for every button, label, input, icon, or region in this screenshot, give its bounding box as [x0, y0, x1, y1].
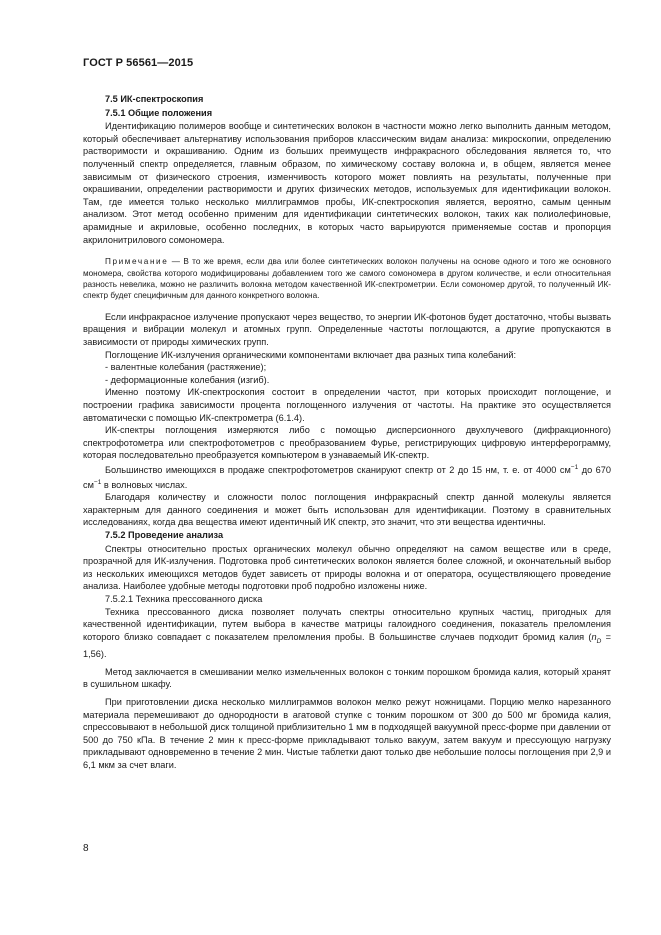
page-content	[83, 93, 611, 771]
text-run: в волновых числах.	[101, 479, 188, 490]
text-run-italic: n	[591, 631, 597, 642]
subsection-heading-general: 7.5.1 Общие положения	[105, 107, 213, 118]
subscript: D	[596, 637, 602, 645]
text-run: до 670 см	[83, 464, 611, 490]
paragraph: Идентификацию полимеров вообще и синтетических волокон в частности можно легко выполнить данным методом, который обеспечивает альтернативу использования приборов классическим видам анализа: микроскопии, определению растворимости и окрашиванию. Одним из больших преимуществ инфракрасного обследования является то, что полученный спектр определяется, главным образом, по химическому составу волокна и, в общем, является менее зависимым от физического строения, изменчивость которого может повлиять на результаты, полученные при окрашивании, определении растворимости и других физических методов, используемых для идентификации волокон. Там, где имеется только несколько миллиграммов пробы, ИК-спектроскопия является, вероятно, самым ценным анализом. Этот метод особенно применим для идентификации синтетических волокон, таких как полиолефиновые, арамидные и акриловые, особенно последних, в которых часто варьируются применяемые состав и пропорция акрилонитрилового сомономера.	[83, 121, 611, 245]
paragraph-refractive-index	[83, 606, 611, 661]
text-run: Большинство имеющихся в продаже спектрофотометров сканируют спектр от 2 до 15 нм, т. е. от 4000 см	[105, 464, 571, 475]
superscript: −1	[570, 463, 579, 471]
superscript: −1	[93, 478, 102, 486]
paragraph: Именно поэтому ИК-спектроскопия состоит в определении частот, при которых происходит поглощение, и построении графика зависимости процента поглощенного излучения от частоты. На практике это осуществляется автоматически с помощью ИК-спектрометра (6.1.4).	[83, 387, 611, 423]
subsection-heading-analysis: 7.5.2 Проведение анализа	[105, 529, 224, 540]
paragraph: Поглощение ИК-излучения органическими компонентами включает два разных типа колебаний:	[105, 349, 517, 360]
paragraph: Метод заключается в смешивании мелко измельченных волокон с тонким порошком бромида калия, который хранят в сушильном шкафу.	[83, 666, 611, 690]
note-text: — В то же время, если два или более синтетических волокон получены на основе одного и того же основного мономера, свойства которого модифицированы добавлением того же самого сомономера в другом количестве, и если относительная разность невелика, можно не различить волокна методом качественной ИК-спектрометрии. Если сомономер другой, то полученный ИК-спектр будет специфичным для данного конкретного волокна.	[83, 257, 611, 301]
text-run: = 1,56).	[83, 631, 611, 660]
paragraph-wavenumbers	[83, 462, 611, 491]
paragraph: ИК-спектры поглощения измеряются либо с помощью дисперсионного двухлучевого (дифракционного) спектрофотометра или спектрофотометров с преобразованием Фурье, регистрирующих цифровую интерферограмму, которая последовательно преобразуется компьютером в узнаваемый ИК-спектр.	[83, 425, 611, 461]
document-header: ГОСТ Р 56561—2015	[83, 57, 194, 69]
paragraph: При приготовлении диска несколько миллиграммов волокон мелко режут ножницами. Порцию мелко нарезанного материала перемешивают до однородности в агатовой ступке с тонким порошком от 300 до 500 мг бромида калия, спрессовывают в небольшой диск толщиной приблизительно 1 мм в подходящей вакуумной пресс-форме при давлении от 500 до 750 кПа. В течение 2 мин к пресс-форме прикладывают только вакуум, затем вакуум и прессующую нагрузку прикладывают одновременно в течение 2 мин. Чистые таблетки дают только две небольшие полосы поглощения при 2,9 и 6,1 мкм за счет влаги.	[83, 696, 611, 770]
note-label: Примечание	[105, 257, 169, 267]
paragraph: Если инфракрасное излучение пропускают через вещество, то энергии ИК-фотонов будет достаточно, чтобы вызвать вращения и вибрации молекул и атомных групп. Определенные частоты поглощаются, а другие пропускаются в зависимости от природы химических групп.	[83, 311, 611, 347]
list-item: - валентные колебания (растяжение);	[105, 362, 267, 373]
section-heading: 7.5 ИК-спектроскопия	[105, 94, 204, 104]
text-run: Техника прессованного диска позволяет получать спектры относительно крупных частиц, пригодных для качественной идентификации, путем выбора в качестве матрицы галоидного соединения, показатель преломления которого близко совпадает с показателем преломления пробы. В большинстве случаев подходит бромид калия (	[83, 606, 611, 642]
paragraph: Спектры относительно простых органических молекул обычно определяют на самом веществе или в среде, прозрачной для ИК-излучения. Подготовка проб синтетических волокон является более сложной, и окончательный выбор из нескольких имеющихся методов будет зависеть от природы волокна и от оператора, осуществляющего проведение анализа. Наиболее удобные методы подготовки проб подробно изложены ниже.	[83, 543, 611, 592]
subsubsection-heading: 7.5.2.1 Техника прессованного диска	[105, 593, 263, 604]
list-item: - деформационные колебания (изгиб).	[105, 374, 270, 385]
page-number: 8	[83, 843, 89, 854]
note-block	[83, 256, 611, 302]
paragraph: Благодаря количеству и сложности полос поглощения инфракрасный спектр данной молекулы является характерным для данного соединения и может быть использован для идентификации. Поэтому в сравнительных исследованиях, когда два вещества имеют идентичный ИК спектр, это значит, что эти вещества идентичны.	[83, 492, 611, 528]
